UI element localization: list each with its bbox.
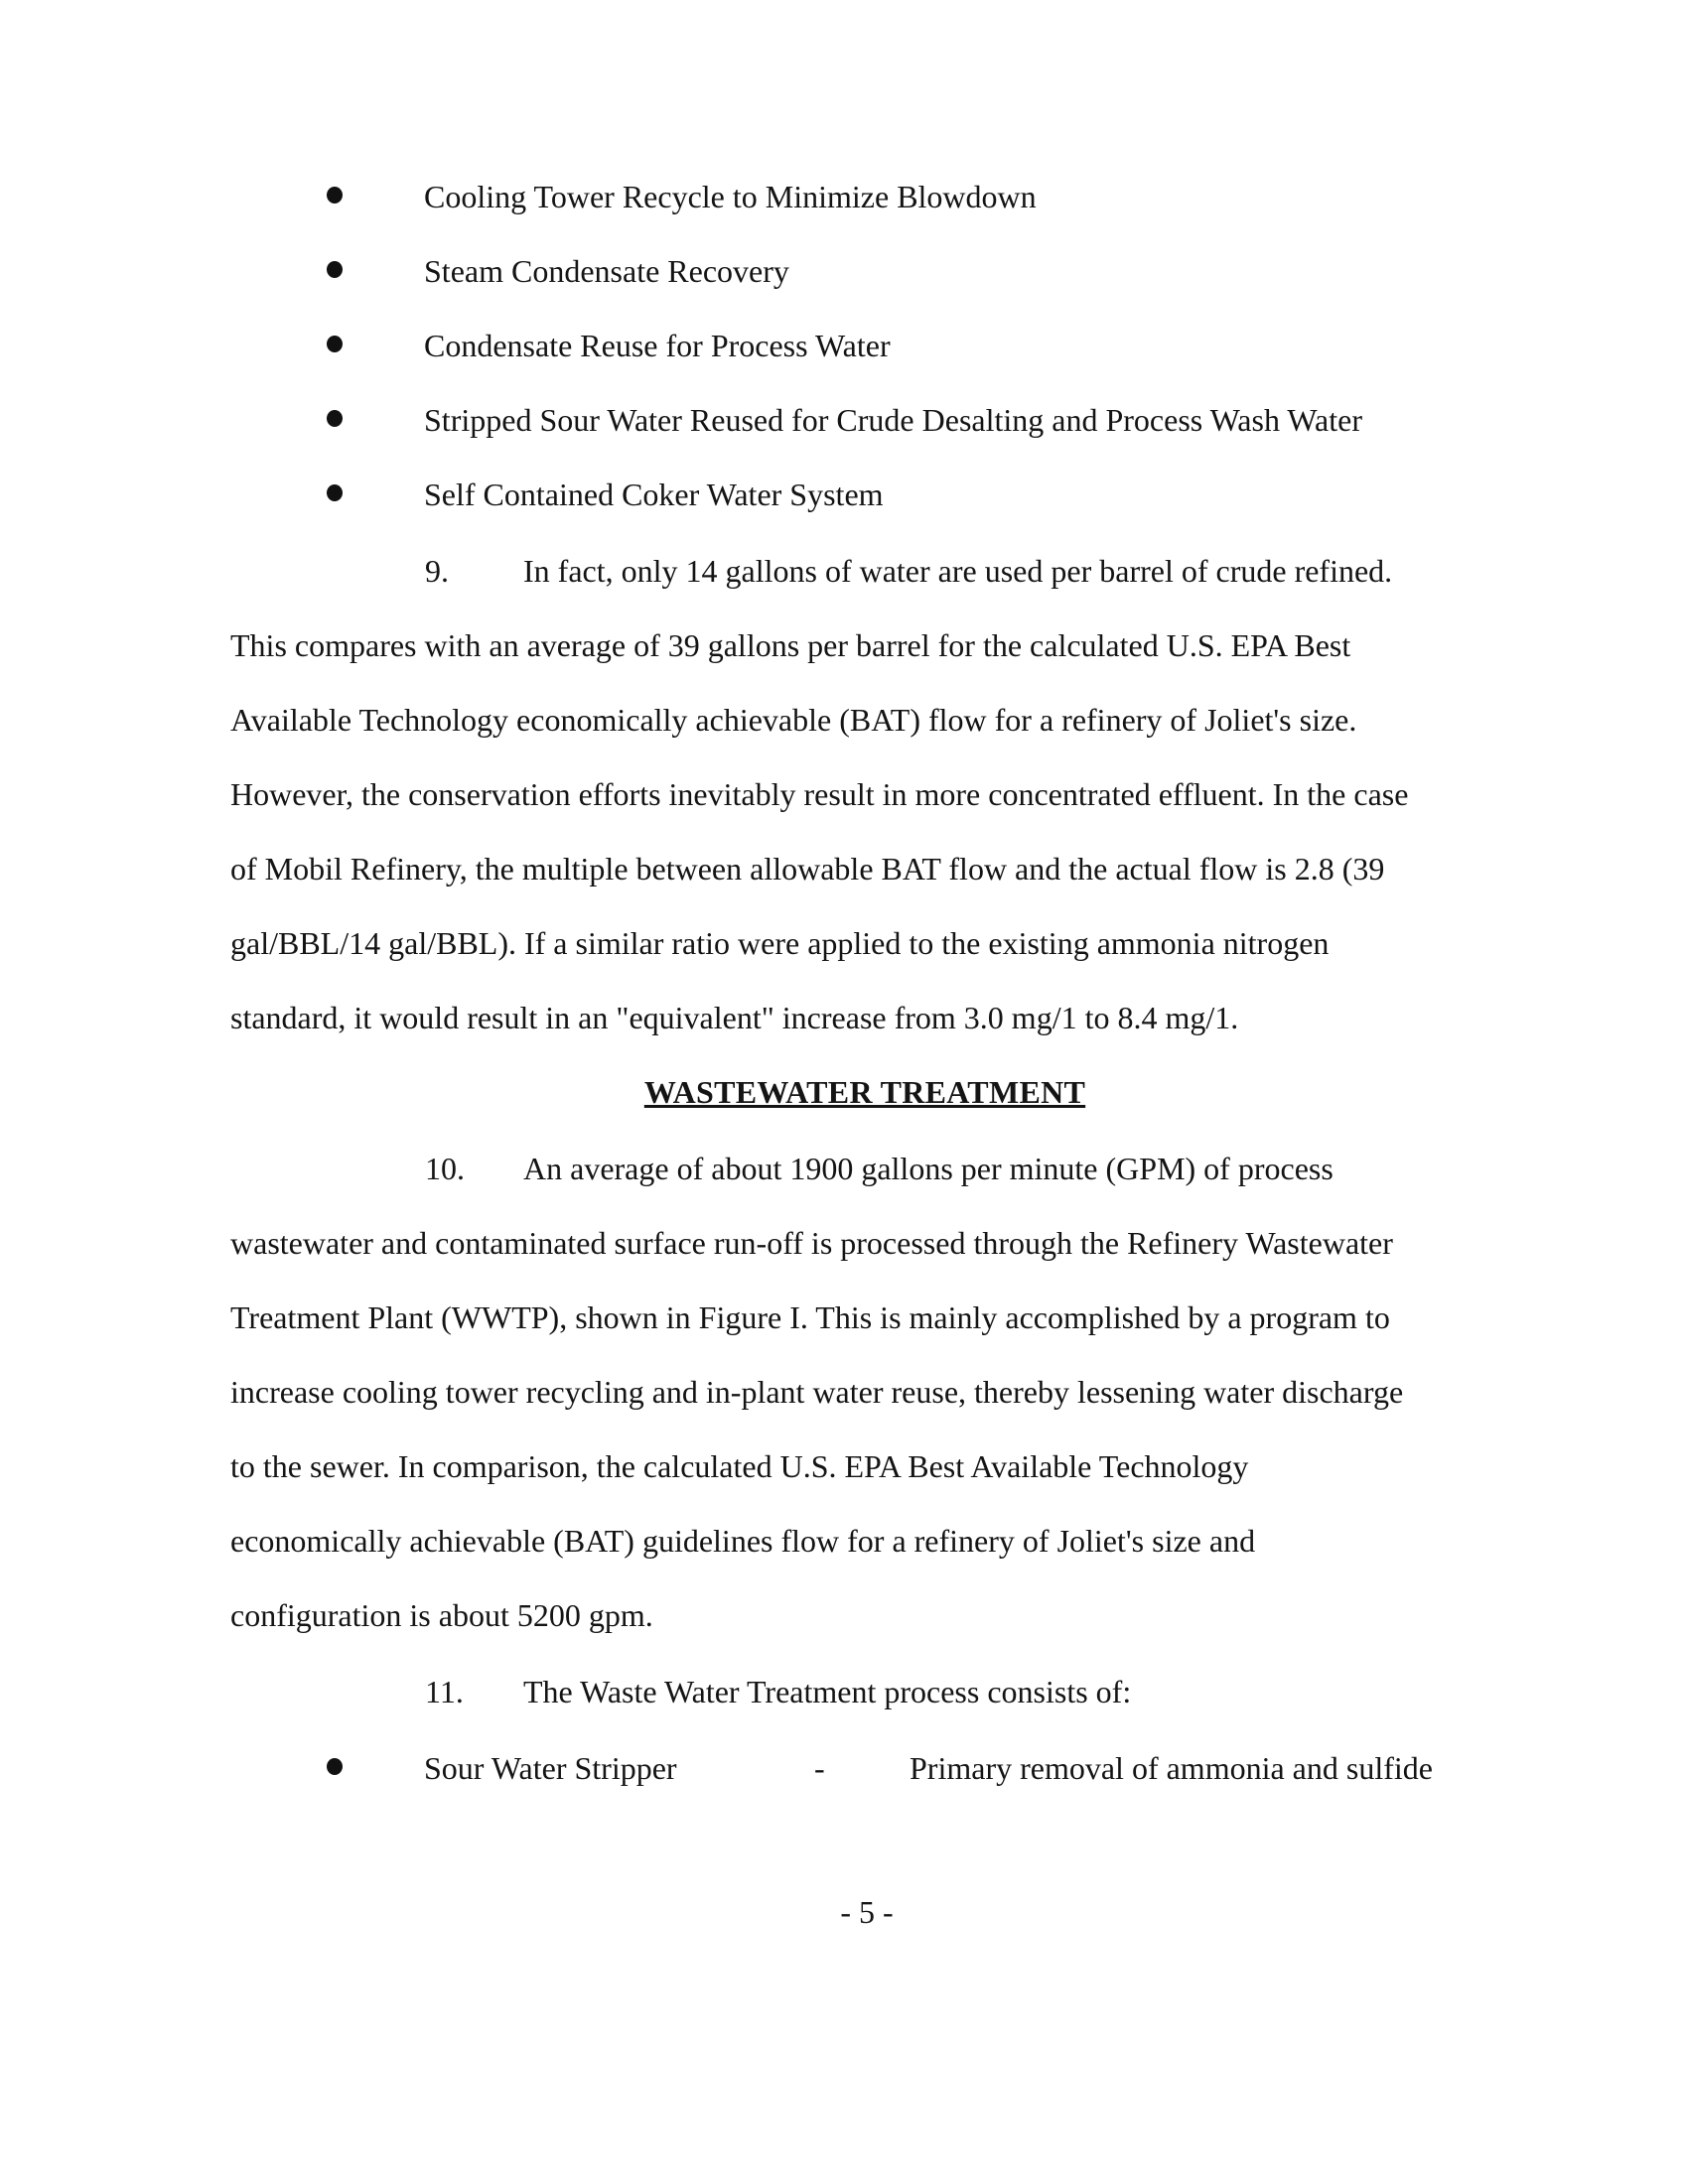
paragraph-line: However, the conservation efforts inevitably result in more concentrated effluent. In the case <box>230 776 1409 812</box>
paragraph-10 <box>230 1132 1521 1653</box>
paragraph-line: increase cooling tower recycling and in-plant water reuse, thereby lessening water discharge <box>230 1374 1404 1410</box>
paragraph-number: 11. <box>425 1674 464 1709</box>
paragraph-line: to the sewer. In comparison, the calculated U.S. EPA Best Available Technology <box>230 1448 1249 1484</box>
paragraph-line: Available Technology economically achievable (BAT) flow for a refinery of Joliet's size. <box>230 702 1357 738</box>
paragraph-line: of Mobil Refinery, the multiple between allowable BAT flow and the actual flow is 2.8 (39 <box>230 851 1385 887</box>
paragraph-line: standard, it would result in an "equivalent" increase from 3.0 mg/1 to 8.4 mg/1. <box>230 1000 1239 1035</box>
bullet-dot-icon <box>327 410 343 427</box>
paragraph-9 <box>230 534 1521 1055</box>
bullet-item <box>0 473 1684 516</box>
bullet-text: Stripped Sour Water Reused for Crude Desalting and Process Wash Water <box>424 402 1362 438</box>
bullet-text: Steam Condensate Recovery <box>424 253 789 289</box>
paragraph-11 <box>230 1655 1521 1729</box>
bullet-dot-icon <box>327 1758 343 1775</box>
process-item-name: Sour Water Stripper <box>424 1750 677 1786</box>
bullet-item <box>0 175 1684 218</box>
bullet-text: Self Contained Coker Water System <box>424 477 884 512</box>
page-number: - 5 - <box>840 1894 894 1930</box>
bullet-item <box>0 249 1684 293</box>
paragraph-line: Treatment Plant (WWTP), shown in Figure I. This is mainly accomplished by a program to <box>230 1299 1390 1335</box>
bullet-item <box>0 324 1684 367</box>
bullet-text: Condensate Reuse for Process Water <box>424 328 891 363</box>
paragraph-line: 10. An average of about 1900 gallons per minute (GPM) of process <box>230 1132 1521 1206</box>
process-item-description: Primary removal of ammonia and sulfide <box>910 1750 1433 1786</box>
process-item-separator: - <box>814 1750 825 1786</box>
bullet-dot-icon <box>327 336 343 352</box>
section-heading: WASTEWATER TREATMENT <box>643 1074 1086 1110</box>
paragraph-line: economically achievable (BAT) guidelines flow for a refinery of Joliet's size and <box>230 1523 1256 1559</box>
paragraph-number: 9. <box>425 553 449 589</box>
bullet-dot-icon <box>327 187 343 204</box>
paragraph-line: wastewater and contaminated surface run-off is processed through the Refinery Wastewater <box>230 1225 1393 1261</box>
paragraph-line: configuration is about 5200 gpm. <box>230 1597 653 1633</box>
paragraph-line: This compares with an average of 39 gallons per barrel for the calculated U.S. EPA Best <box>230 627 1351 663</box>
bullet-dot-icon <box>327 261 343 278</box>
bullet-item <box>0 398 1684 442</box>
paragraph-line: 11. The Waste Water Treatment process consists of: <box>230 1655 1521 1729</box>
paragraph-line: gal/BBL/14 gal/BBL). If a similar ratio were applied to the existing ammonia nitrogen <box>230 925 1330 961</box>
paragraph-number: 10. <box>425 1151 465 1186</box>
paragraph-line: 9. In fact, only 14 gallons of water are used per barrel of crude refined. <box>230 534 1521 609</box>
bullet-dot-icon <box>327 484 343 501</box>
bullet-text: Cooling Tower Recycle to Minimize Blowdown <box>424 179 1037 214</box>
process-item <box>0 1746 1684 1790</box>
